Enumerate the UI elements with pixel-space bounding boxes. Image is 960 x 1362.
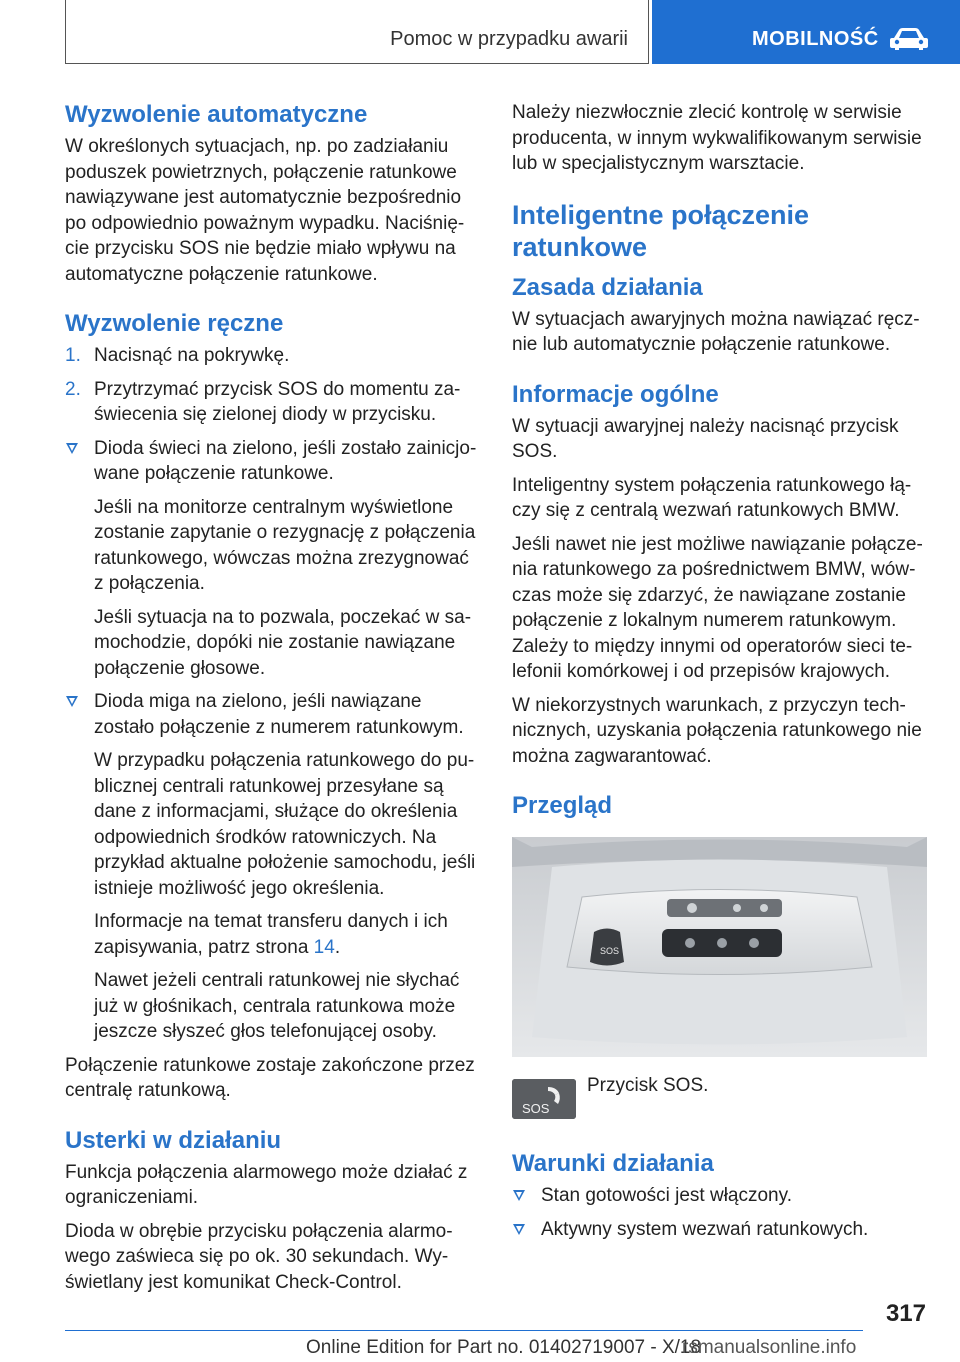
list-item: 1. Nacisnąć na pokrywkę. (65, 345, 290, 366)
heading-general-info: Informacje ogólne (512, 380, 719, 408)
list-item: Stan gotowości jest włączony. (512, 1183, 924, 1209)
chapter-label: MOBILNOŚĆ (752, 28, 879, 50)
triangle-bullet-icon (513, 1190, 525, 1201)
paragraph: W przypadku połączenia ratunkowego do publicznej centrali ratunkowej przesyłane są dane z informacjami, służące do określenia odpowiednich środków ratowniczych. Na przykład aktualne położenie samochodu, jeśli istnieje możliwość jego określenia. (94, 750, 476, 899)
triangle-bullet-icon (66, 696, 78, 707)
page-link[interactable]: 14 (313, 936, 335, 958)
heading-auto-trigger: Wyzwolenie automatyczne (65, 101, 368, 128)
list-item: Dioda miga na zielono, jeśli nawiązane zostało połączenie z numerem ratunkowym. (65, 689, 477, 740)
sos-button-label: SOS (600, 946, 620, 956)
bullet-list (65, 689, 477, 740)
paragraph: W sytuacji awaryjnej należy nacisnąć przycisk SOS. (512, 415, 899, 462)
paragraph: Inteligentny system połączenia ratunkowego łączy się z centralą wezwań ratunkowych BMW. (512, 474, 912, 521)
paragraph: Funkcja połączenia alarmowego może działać z ograniczeniami. (65, 1161, 468, 1208)
paragraph: Jeśli na monitorze centralnym wyświetlone zostanie zapytanie o rezygnację z połączenia ratunkowego, wówczas można zrezygnować z połączenia. (94, 496, 476, 594)
steps-list (65, 343, 477, 428)
overhead-console-photo (512, 837, 927, 1057)
footer-divider (65, 1330, 863, 1331)
footer-edition: Online Edition for Part no. 01402719007 - X/18 (306, 1337, 702, 1358)
list-item: Dioda świeci na zielono, jeśli zostało zainicjowane połączenie ratunkowe. (65, 436, 477, 487)
sos-icon (512, 1079, 576, 1119)
list-item: Aktywny system wezwań ratunkowych. (512, 1217, 924, 1243)
paragraph: W sytuacjach awaryjnych można nawiązać ręcznie lub automatycznie połączenie ratunkowe. (512, 308, 920, 355)
paragraph: Dioda w obrębie przycisku połączenia alarmowego zaświeca się po ok. 30 sekundach. Wyświetlany jest komunikat Check-Control. (65, 1220, 453, 1293)
list-item: 2. Przytrzymać przycisk SOS do momentu zaświecenia się zielonej diody w przycisku. (65, 378, 461, 425)
right-column (512, 100, 924, 1250)
triangle-bullet-icon (66, 443, 78, 454)
paragraph: Nawet jeżeli centrali ratunkowej nie słychać już w głośnikach, centrala ratunkowa może jeszcze słyszeć głos telefonującej osoby. (94, 970, 460, 1042)
left-column (65, 100, 477, 1303)
sos-legend (512, 1075, 924, 1129)
triangle-bullet-icon (513, 1224, 525, 1235)
bullet-list (512, 1183, 924, 1242)
paragraph: Informacje na temat transferu danych i ich zapisywania, patrz strona 14. (94, 911, 448, 958)
paragraph: W niekorzystnych warunkach, z przyczyn technicznych, uzyskania połączenia ratunkowego nie można zagwarantować. (512, 694, 922, 767)
heading-principle: Zasada działania (512, 273, 703, 301)
watermark: rsmanualsonline.info (682, 1337, 857, 1358)
paragraph: Połączenie ratunkowe zostaje zakończone przez centralę ratunkową. (65, 1054, 475, 1101)
heading-intelligent-call: Inteligentne połączenie ratunkowe (512, 199, 810, 262)
chapter-tab[interactable] (652, 0, 960, 64)
heading-manual-trigger: Wyzwolenie ręczne (65, 310, 284, 337)
bullet-list (65, 436, 477, 487)
paragraph: W określonych sytuacjach, np. po zadziałaniu poduszek powietrznych, połączenie ratunkowe nawiązywane jest automatycznie bezpośrednio po odpowiednio poważnym wypadku. Naciśnięcie przycisku SOS nie będzie miało wpływu na automatyczne połączenie ratunkowe. (65, 136, 465, 285)
paragraph: Jeśli nawet nie jest możliwe nawiązanie połączenia ratunkowego za pośrednictwem BMW, wówczas może się zdarzyć, że nawiązane zostanie połączenie z lokalnym numerem ratunkowym. Zależy to między innymi od operatorów sieci telefonii komórkowej i od przepisów krajowych. (512, 533, 923, 682)
svg-text:SOS: SOS (522, 1101, 550, 1116)
heading-overview: Przegląd (512, 792, 613, 819)
car-icon (888, 26, 930, 52)
heading-faults: Usterki w działaniu (65, 1126, 282, 1154)
section-title: Pomoc w przypadku awarii (390, 28, 628, 50)
paragraph: Jeśli sytuacja na to pozwala, poczekać w samochodzie, dopóki nie zostanie nawiązane połączenie głosowe. (94, 606, 472, 679)
page-number: 317 (885, 1300, 926, 1327)
overhead-console-illustration (512, 837, 927, 1057)
paragraph: Należy niezwłocznie zlecić kontrolę w serwisie producenta, w innym wykwalifikowanym serwisie lub w specjalistycznym warsztacie. (512, 102, 922, 174)
heading-conditions: Warunki działania (512, 1150, 714, 1177)
sos-caption: Przycisk SOS. (587, 1075, 709, 1096)
